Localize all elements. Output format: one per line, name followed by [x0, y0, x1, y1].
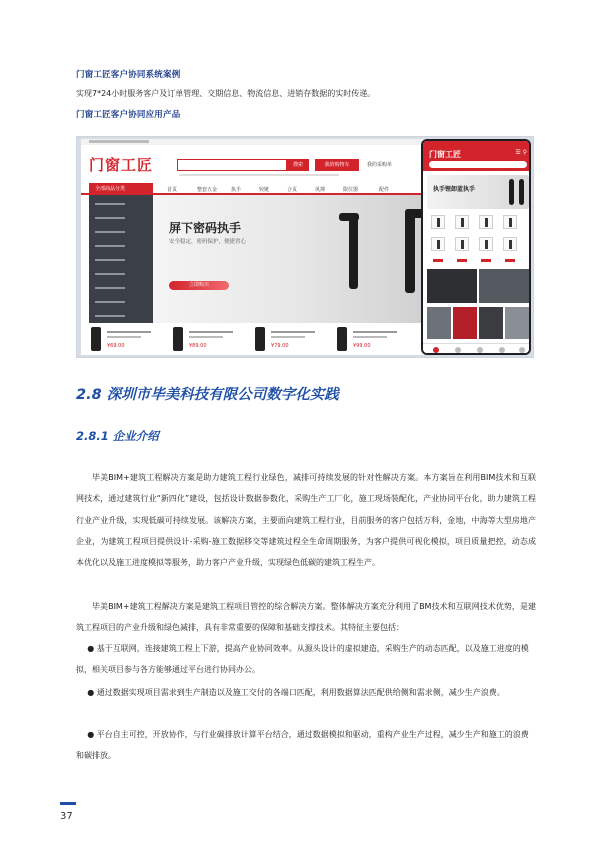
mobile-tile	[479, 269, 529, 303]
web-mine-link: 我的采购单	[367, 162, 393, 168]
mobile-grid-item	[431, 215, 445, 229]
mobile-grid-item	[431, 237, 445, 251]
web-logo: 门窗工匠	[89, 156, 154, 174]
mobile-tile	[427, 307, 451, 339]
mobile-tile	[479, 307, 503, 339]
web-nav-item: 限位器	[343, 187, 359, 193]
product-card	[89, 327, 159, 353]
bullet-2: ● 通过数据实现项目需求到生产制造以及施工交付的各端口匹配，利用数据算法匹配供给侧和需求侧，减少生产浪费。	[87, 688, 505, 697]
web-nav-item: 风撑	[315, 187, 326, 193]
page-number-bar	[60, 802, 76, 805]
handle-image	[349, 213, 358, 289]
web-nav-item: 铰链	[259, 187, 270, 193]
mobile-app-screenshot	[421, 139, 531, 355]
mobile-grid-item	[503, 215, 517, 229]
mobile-grid-item	[479, 237, 493, 251]
product-title: 门窗工匠客户协同应用产品	[76, 110, 181, 120]
page-number: 37	[60, 811, 73, 822]
mobile-grid-item	[455, 237, 469, 251]
section-title: 2.8 深圳市毕美科技有限公司数字化实践	[76, 387, 339, 403]
subsection-title: 2.8.1 企业介绍	[76, 429, 159, 443]
bullet-3: ● 平台自主可控，开放协作，与行业碳排放计算平台结合，通过数据模拟和驱动，重构产业生产过程，减少生产和施工的浪费和碳排放。	[76, 730, 529, 761]
product-price: ¥79.00	[271, 343, 289, 349]
product-price: ¥99.00	[353, 343, 371, 349]
web-nav-item: 合页	[287, 187, 298, 193]
mobile-tile	[505, 307, 529, 339]
web-nav-item: 整套五金	[197, 187, 218, 193]
web-category-sidebar	[89, 195, 153, 323]
mobile-tile	[427, 269, 477, 303]
mobile-logo: 门窗工匠	[429, 150, 461, 159]
mobile-header	[423, 141, 531, 171]
handle-image	[405, 209, 415, 293]
case-description: 实现7*24小时服务客户及订单管理、交期信息、物流信息、进销存数据的实时传递。	[76, 89, 376, 98]
web-search-input	[177, 159, 287, 171]
web-banner-title: 屏下密码执手	[169, 221, 242, 235]
web-banner	[153, 195, 433, 323]
web-nav-item: 配件	[379, 187, 390, 193]
web-nav-item: 首页	[167, 187, 178, 193]
mobile-header-icons: ☰ ⚲	[515, 149, 527, 156]
web-banner-subtitle: 安全稳定，密码保护，便捷省心	[169, 239, 247, 245]
mobile-tab-bar	[423, 343, 531, 355]
web-cart-button: 我的购物车	[315, 159, 359, 171]
mobile-search-bar	[429, 161, 527, 168]
product-card	[335, 327, 405, 353]
product-card	[171, 327, 241, 353]
mobile-grid-item	[455, 215, 469, 229]
case-title: 门窗工匠客户协同系统案例	[76, 70, 181, 80]
paragraph-1: 毕美BIM+建筑工程解决方案是助力建筑工程行业绿色，减排可持续发展的针对性解决方案。本方案旨在利用BIM技术和互联网技术，通过建筑行业“新四化”建设，包括设计数据参数化，采购生产工厂化，施工现场装配化，产业协同平台化，助力建筑工程行业产业升级，实现低碳可持续发展。该解决方案，主要面向建筑工程行业，目前服务的客户包括万科，金地，中海等大型房地产企业，为建筑工程项目提供设计-采购-施工数据移交等建筑过程全生命周期服务，为客户提供可视化模拟，项目质量把控，动态成本优化以及施工进度模拟等服务，助力客户产业升级，实现绿色低碳的建筑工程生产。	[76, 473, 536, 568]
web-category-tab: 全部商品分类	[89, 183, 153, 195]
product-price: ¥89.00	[189, 343, 207, 349]
mobile-grid-item	[479, 215, 493, 229]
mobile-banner	[427, 175, 529, 209]
product-price: ¥69.00	[107, 343, 125, 349]
web-nav-item: 执手	[231, 187, 242, 193]
web-search-button: 搜索	[287, 159, 309, 171]
product-screenshot	[76, 136, 534, 358]
paragraph-2: 毕美BIM+建筑工程解决方案是建筑工程项目管控的综合解决方案。整体解决方案充分利用了BM技术和互联网技术优势，是建筑工程项目的产业升级和绿色减排，具有非常重要的保障和基础支撑技术。其特征主要包括：	[76, 602, 536, 633]
product-card	[253, 327, 323, 353]
bullet-1: ● 基于互联网，连接建筑工程上下游，提高产业协同效率。从源头设计的虚拟建造，采购生产的动态匹配，以及施工进度的模拟，相关项目参与各方能够通过平台进行协同办公。	[76, 644, 529, 675]
web-hot-words	[179, 174, 339, 176]
mobile-grid-item	[503, 237, 517, 251]
handle-image	[339, 213, 359, 221]
mobile-banner-title: 执手锂卸蓝执手	[433, 186, 476, 193]
mobile-tile	[453, 307, 477, 339]
web-banner-button: 立即购买	[169, 281, 229, 290]
